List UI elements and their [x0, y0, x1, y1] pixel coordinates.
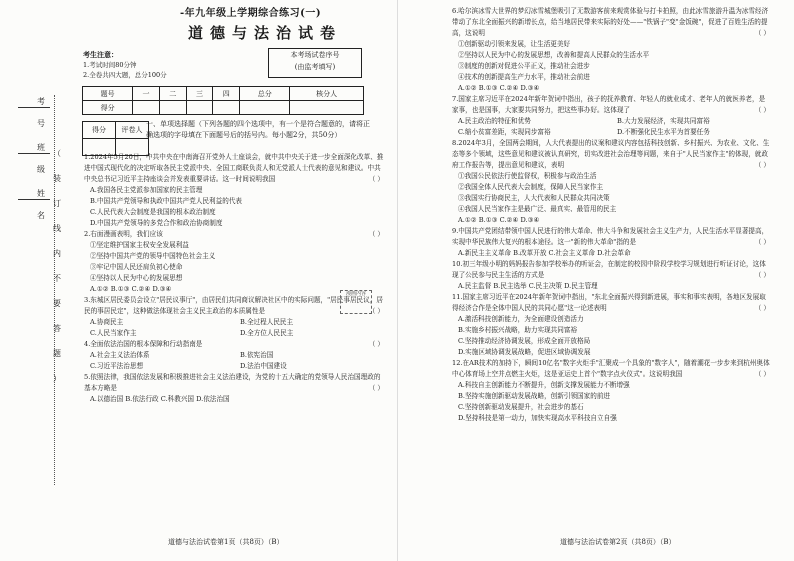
question-text: ④我国人民当家作主是最广泛、最真实、最管用的民主 [458, 205, 617, 213]
question-text: D.实施区域协调发展战略，促进区域协调发展 [458, 348, 591, 356]
field-line-class [18, 153, 50, 154]
answer-option [458, 380, 770, 391]
question-text: 4.全面依法治国的根本保障和行动指南是 [84, 340, 203, 348]
score-cell[interactable] [159, 101, 186, 115]
score-header-cell: 二 [159, 87, 186, 101]
footer-right: 道德与法治试卷第2页（共8页）（B） [560, 538, 676, 546]
answer-option [90, 240, 384, 251]
cut-text: 装 [53, 174, 61, 183]
answer-option [90, 273, 384, 284]
question-stem [452, 259, 770, 281]
score-row-label: 得分 [83, 101, 133, 115]
page-divider [397, 0, 398, 561]
answer-bracket[interactable]: （ ） [368, 307, 384, 315]
question-text: A.民主监督 B.民主选举 C.民主决策 D.民主管理 [458, 282, 598, 290]
answer-bracket[interactable]: （ ） [754, 106, 770, 114]
answer-option [90, 350, 390, 361]
answer-option [458, 39, 770, 50]
question-text: ③我国实行协商民主，人大代表和人民群众共同决策 [458, 194, 610, 202]
score-header-cell: 三 [186, 87, 213, 101]
question-stem [84, 339, 384, 350]
answer-option-second: B.依宪治国 [240, 351, 274, 359]
question-text: 1.2024年5月20日，中共中央在中南海召开党外人士座谈会，就中共中央关于进一步全面深化改革、推进中国式现代化的决定听取各民主党派中央、全国工商联负责人和无党派人士代表的意见和建议。中共中央总书记习近平主持座谈会并发表重要讲话。这一时间说明我国 [84, 153, 384, 183]
answer-option [90, 196, 384, 207]
score-table [82, 86, 364, 115]
binding-label: 姓 [37, 189, 45, 198]
answer-option [458, 72, 770, 83]
page-title: 道德与法治试卷 [188, 24, 343, 42]
cut-text: 线 [53, 224, 61, 233]
question-text: A.以德治国 B.依法行政 C.科教兴国 D.依法治国 [90, 395, 230, 403]
score-header-cell: 四 [213, 87, 240, 101]
question-stem [452, 358, 770, 380]
answer-option [458, 314, 770, 325]
question-text: A.社会主义法治体系 [90, 351, 150, 359]
question-text: ③制度的创新对促进公平正义，推动社会进步 [458, 62, 590, 70]
answer-bracket[interactable]: （ ） [754, 271, 770, 279]
answer-option [458, 281, 770, 292]
binding-margin [14, 95, 66, 495]
answer-option [458, 127, 776, 138]
answer-option [458, 83, 770, 94]
score-cell[interactable] [240, 101, 290, 115]
answer-option [458, 61, 770, 72]
question-text: A.科技自主创新能力不断提升，创新支撑发展能力不断增强 [458, 381, 630, 389]
question-text: A.①② B.①③ C.②④ D.③④ [90, 285, 172, 293]
cut-text: 要 [53, 299, 61, 308]
answer-option-second: B.大力发展经济，实现共同富裕 [617, 117, 710, 125]
question-text: A.民主政治的特征和优势 [458, 117, 531, 125]
question-text: B.坚持实施创新驱动发展战略，创新引领国家的前进 [458, 392, 611, 400]
question-text: 12.在AR技术的加持下，瞬间10亿名"数字火炬手"汇聚成一个具象的"数字人"，随着潮花一步步来到杭州奥体中心体育场上空并点燃主火炬，这是亚运史上首个"数字点火仪式"。这说明我国 [452, 359, 770, 378]
question-text: ④坚持以人民为中心的发展思想 [90, 274, 183, 282]
field-line-exam-number [18, 107, 50, 108]
binding-label: 考 [37, 97, 45, 106]
answer-option [458, 347, 770, 358]
score-header-cell: 总分 [240, 87, 290, 101]
question-text: A.新民主主义革命 B.改革开放 C.社会主义革命 D.社会革命 [458, 249, 631, 257]
question-text: ②坚持中国共产党的领导中国特色社会主义 [90, 252, 216, 260]
answer-bracket[interactable]: （ ） [754, 238, 770, 246]
answer-option [90, 251, 384, 262]
exam-title-text: 年九年级上学期综合练习(一) [184, 8, 322, 19]
question-stem [84, 372, 384, 394]
answer-option [90, 218, 384, 229]
answer-option [458, 182, 770, 193]
code-box-line2: (由监考填写) [294, 63, 336, 71]
answer-option [90, 328, 390, 339]
binding-label: 号 [37, 119, 45, 128]
answer-bracket[interactable]: （ ） [754, 370, 770, 378]
answer-option [458, 336, 770, 347]
question-text: ②坚持以人民为中心的发展思想，改善和提高人民群众的生活水平 [458, 51, 650, 59]
answer-option-second: D.全方位人民民主 [240, 329, 294, 337]
answer-option [458, 402, 770, 413]
question-text: A.激活科技创新能力，为全面建设创造活力 [458, 315, 584, 323]
answer-option [458, 391, 770, 402]
question-text: ②我国全体人民代表大会制度，保障人民当家作主 [458, 183, 604, 191]
question-text: ③牢记中国人民还肩负初心使命 [90, 263, 183, 271]
reviewer-score-label: 得分 [83, 122, 116, 139]
answer-option [90, 262, 384, 273]
note-item: 1.考试时间80分钟 [83, 61, 137, 69]
cut-text: ） [53, 374, 61, 383]
answer-bracket[interactable]: （ ） [368, 175, 384, 183]
answer-bracket[interactable]: （ ） [754, 304, 770, 312]
question-text: C.人民当家作主 [90, 329, 137, 337]
exam-title [180, 4, 321, 19]
footer-left: 道德与法治试卷第1页（共8页）（B） [168, 538, 284, 546]
question-text: B.中国共产党领导和执政中国共产党人民利益的代表 [90, 197, 243, 205]
note-item: 2.全卷共四大题，总分100分 [83, 71, 167, 79]
answer-option-second: D.法治中国建设 [240, 362, 287, 370]
question-text: D.坚持科技是第一动力，加快实现高水平科技自立自强 [458, 414, 617, 422]
answer-option [90, 394, 384, 405]
question-text: 9.中国共产党团结带领中国人民进行的伟大革命、伟大斗争和发展社会主义生产力，人民生活水平显著提高，实现中华民族伟大复兴的根本途径。这一"新的伟大革命"指的是 [452, 227, 769, 246]
question-text: ①我国公民依法行使监督权，积极参与政治生活 [458, 172, 597, 180]
reviewer-table [82, 121, 149, 156]
score-cell[interactable] [213, 101, 240, 115]
answer-option [458, 248, 770, 259]
section-title: 一、单项选择题（下列各题的四个选项中，有一个是符合题意的，请将正确选项的字母填在下面题号后的括号内。每小题2分，共50分） [146, 120, 370, 139]
question-text: 11.国家主席习近平在2024年新年贺词中指出，"东北全面振兴得到新进展，事实和事实表明，各地区发展取得经济合作是全体中国人民的共同心愿"这一论述表明 [452, 293, 766, 312]
answer-option [458, 325, 770, 336]
answer-bracket[interactable]: （ ） [754, 161, 770, 169]
answer-option [90, 207, 384, 218]
question-text: ①坚定维护国家主权安全发展利益 [90, 241, 189, 249]
exam-title-prefix: - [180, 8, 185, 19]
question-text: 6.哈尔滨冰雪大世界的梦幻冰雪城堡吸引了无数游客前来观赏体验与打卡拍照，由此冰雪旅游升温为冰雪经济带动了东北全面振兴的新增长点，给当地居民带来实际的好处——"铁锅子"变"金饭碗"，促进了百姓生活的提高，这说明 [452, 7, 769, 37]
question-text: C.坚持创新驱动发展提升，社会进步的基石 [458, 403, 584, 411]
question-stem [452, 292, 770, 314]
cut-text: 题 [53, 349, 61, 358]
question-stem [452, 6, 770, 39]
binding-label: 级 [37, 165, 45, 174]
question-stem [84, 152, 384, 185]
score-cell[interactable] [133, 101, 160, 115]
answer-option [458, 116, 776, 127]
answer-bracket[interactable]: （ ） [754, 29, 770, 37]
answer-option [458, 215, 770, 226]
cut-text: 订 [53, 199, 61, 208]
question-text: ④技术的创新提高生产力水平，推动社会前进 [458, 73, 590, 81]
question-text: A.①② B.①③ C.②④ D.③④ [458, 84, 540, 92]
answer-option [458, 193, 770, 204]
answer-option [90, 317, 390, 328]
question-text: 10.初三年级小明的妈妈报告参加学校举办的听证会，在制定的校园中阶段学校学习规划进行听证讨论，这体现了公民参与民主生活的方式是 [452, 260, 766, 279]
question-stem [84, 229, 384, 240]
question-text: A.我国各民主党派参加国家的民主管理 [90, 186, 203, 194]
exam-code-box [268, 48, 362, 78]
answer-option [458, 204, 770, 215]
question-text: A.①② B.①③ C.②④ D.③④ [458, 216, 540, 224]
question-stem [452, 226, 770, 248]
code-box-line1: 本考场试卷序号 [290, 51, 340, 59]
answer-option [458, 50, 770, 61]
score-header-cell: 一 [133, 87, 160, 101]
question-text: C.缩小贫富差距，实现同步富裕 [458, 128, 551, 136]
cut-text: 不 [53, 274, 61, 283]
reviewer-name-label: 评卷人 [116, 122, 149, 139]
question-text: C.习近平法治思想 [90, 362, 144, 370]
question-text: 5.依照法律，我国依法发展和积极推进社会主义法治建设，为党的十五大确定的党领导人民治国理政的基本方略是 [84, 373, 381, 392]
field-line-name [18, 199, 50, 200]
score-header-cell: 题号 [83, 87, 133, 101]
binding-label: 班 [37, 143, 45, 152]
question-text: 2.右面漫画表明，我们应该 [84, 230, 163, 238]
question-stem [452, 138, 770, 171]
score-header-row [83, 87, 364, 101]
score-cell[interactable] [290, 101, 364, 115]
question-stem [84, 295, 384, 317]
answer-option [458, 171, 770, 182]
question-text: B.实施乡村振兴战略，助力实现共同富裕 [458, 326, 578, 334]
answer-bracket[interactable]: （ ） [368, 230, 384, 238]
question-text: C.人民代表大会制度是我国的根本政治制度 [90, 208, 216, 216]
answer-option [458, 413, 770, 424]
score-cell[interactable] [186, 101, 213, 115]
binding-label: 名 [37, 211, 45, 220]
answer-option [90, 361, 390, 372]
cut-text: 答 [53, 324, 61, 333]
answer-option [90, 185, 384, 196]
answer-bracket[interactable]: （ ） [368, 384, 384, 392]
question-stem [452, 94, 770, 116]
question-text: 7.国家主席习近平在2024年新年贺词中指出，孩子的抚养教育、年轻人的就业成才、老年人的就医养老，是家事，也是国事，大家要共同努力，把这些事办好。这体现了 [452, 95, 766, 114]
cut-text: 内 [53, 249, 61, 258]
question-text: C.坚持推动经济协调发展，形成全面开放格局 [458, 337, 591, 345]
question-text: D.中国共产党领导的多党合作和政治协商制度 [90, 219, 223, 227]
score-value-row [83, 101, 364, 115]
answer-bracket[interactable]: （ ） [368, 340, 384, 348]
cut-text: （ [53, 149, 61, 158]
score-header-cell: 核分人 [290, 87, 364, 101]
question-text: 3.东城区居民委员会设立"居民议事厅"，由居民们共同商议解决社区中的实际问题，"居民事居民议，居民的事居民定"，这种做法体现社会主义民主政治的本质属性是 [84, 296, 383, 315]
cartoon-image: 漫画内容 [340, 290, 372, 314]
notes-heading: 考生注意： [83, 50, 118, 59]
question-text: A.协商民主 [90, 318, 124, 326]
answer-option-second: D.不断强化民生水平为首要任务 [617, 128, 710, 136]
answer-option-second: B.全过程人民民主 [240, 318, 294, 326]
question-text: ①创新驱动引领来发展，让生活更美好 [458, 40, 571, 48]
question-text: 8.2024年3月，全国两会期间，人大代表提出的议案和建议内容包括科技创新、乡村振兴、为农业、文化、生态等多个领域，这些意见和建议被认真研究，切实改进社会治理等问题，来自于"人民当家作主"的体现，就政府工作报告等，提出意见和建议，表明 [452, 139, 770, 169]
